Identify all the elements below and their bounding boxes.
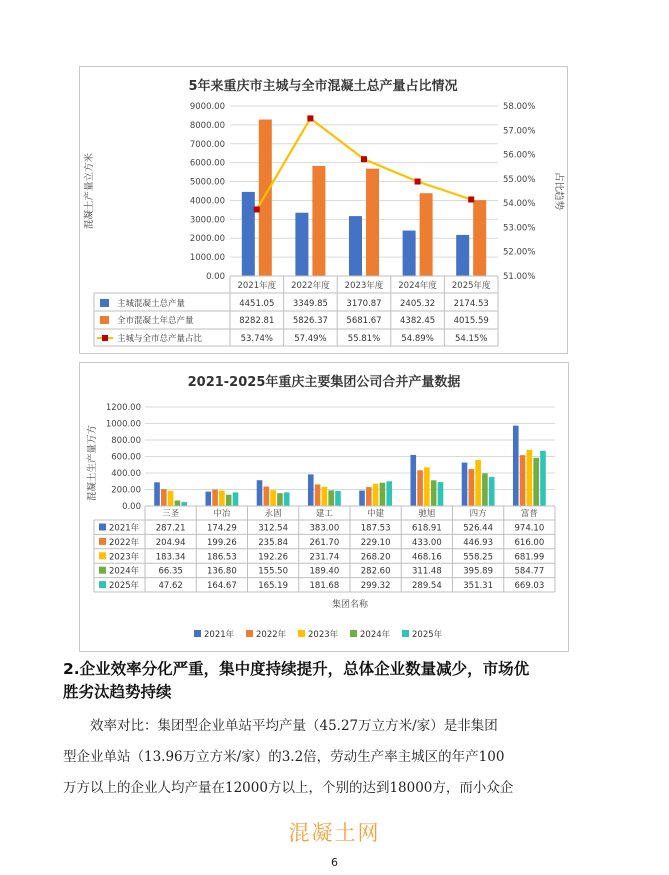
bar — [335, 491, 341, 506]
table-value: 174.29 — [207, 523, 237, 534]
table-value: 383.00 — [309, 523, 340, 534]
row-series-name: 2021年 — [109, 523, 140, 534]
bar — [295, 213, 308, 276]
table-value: 974.10 — [514, 523, 545, 534]
y-tick-label: 5000.00 — [189, 177, 225, 188]
y2-axis-label: 占比趋势 — [553, 171, 564, 211]
bar — [154, 482, 160, 506]
x-category-label: 2025年度 — [451, 281, 491, 291]
bar — [469, 469, 475, 506]
bar — [270, 490, 276, 506]
chart-title: 5年来重庆市主城与全市混凝土总产量占比情况 — [188, 79, 458, 94]
table-value: 351.31 — [463, 581, 493, 592]
legend-swatch — [99, 567, 106, 574]
bar — [520, 455, 526, 506]
legend-swatch — [246, 630, 253, 637]
bar — [420, 193, 433, 276]
site-watermark: 混凝土网 — [288, 821, 381, 845]
y-tick-label: 600.00 — [111, 452, 141, 463]
x-category-label: 驰旭 — [418, 509, 436, 519]
legend-swatch — [194, 630, 201, 637]
table-value: 261.70 — [309, 537, 340, 548]
bar — [328, 490, 334, 506]
share-trend-line — [257, 118, 471, 209]
legend-swatch — [298, 630, 305, 637]
share-marker — [415, 179, 421, 185]
share-marker — [307, 115, 313, 121]
y2-tick-label: 51.00% — [503, 272, 536, 282]
y-tick-label: 200.00 — [111, 485, 141, 496]
bar — [540, 451, 546, 506]
y-tick-label: 2000.00 — [189, 234, 225, 245]
page-number: 6 — [331, 856, 338, 869]
table-value: 186.53 — [207, 552, 237, 563]
legend-swatch — [100, 316, 109, 324]
y-tick-label: 0.00 — [206, 272, 225, 282]
table-value: 526.44 — [463, 523, 493, 534]
table-value: 136.80 — [207, 566, 237, 577]
bar — [462, 463, 468, 506]
x-category-label: 富普 — [520, 509, 538, 519]
table-value: 164.67 — [207, 581, 237, 592]
bar — [380, 483, 386, 506]
share-marker — [254, 206, 260, 212]
bar — [489, 477, 495, 506]
legend-series-name: 全市混凝土年总产量 — [117, 316, 194, 326]
table-value: 2405.32 — [400, 299, 436, 309]
bar — [219, 491, 225, 506]
table-value: 165.19 — [258, 581, 288, 592]
bar — [259, 120, 272, 276]
table-value: 53.74% — [240, 334, 274, 344]
table-value: 3170.87 — [346, 299, 382, 309]
table-value: 584.77 — [514, 566, 545, 577]
table-value: 189.40 — [309, 566, 340, 577]
y-axis-label: 混凝土生产量万方 — [87, 424, 98, 502]
bar — [168, 491, 174, 506]
legend-swatch — [402, 630, 409, 637]
bar — [233, 492, 239, 506]
y-tick-label: 6000.00 — [189, 158, 225, 169]
bar — [533, 458, 539, 506]
paragraph-line-3: 万方以上的企业人均产量在12000方以上，个别的达到18000方，而小众企 — [63, 780, 514, 796]
y-tick-label: 9000.00 — [189, 102, 225, 112]
table-value: 446.93 — [463, 537, 493, 548]
x-category-label: 2023年度 — [344, 281, 384, 291]
bar — [475, 460, 481, 506]
table-value: 4015.59 — [453, 316, 489, 326]
table-value: 618.91 — [412, 523, 442, 534]
table-value: 231.74 — [309, 552, 340, 563]
y-tick-label: 1200.00 — [105, 403, 141, 413]
y-tick-label: 4000.00 — [189, 196, 225, 207]
bar — [417, 470, 423, 506]
table-value: 433.00 — [412, 537, 442, 548]
row-series-name: 2023年 — [109, 552, 140, 563]
y-tick-label: 0.00 — [122, 502, 141, 512]
bar — [513, 426, 519, 506]
share-marker — [468, 197, 474, 203]
table-value: 183.34 — [155, 552, 186, 563]
table-value: 54.89% — [401, 334, 434, 344]
legend-series-name: 2023年 — [308, 630, 339, 640]
x-category-label: 永固 — [264, 509, 282, 519]
bar — [284, 492, 290, 506]
bar — [403, 231, 416, 276]
table-value: 199.26 — [207, 537, 237, 548]
table-value: 3349.85 — [292, 299, 328, 309]
y2-tick-label: 55.00% — [503, 174, 536, 185]
y-tick-label: 1000.00 — [189, 253, 225, 264]
table-value: 4451.05 — [239, 299, 275, 309]
table-value: 312.54 — [258, 523, 288, 534]
y2-tick-label: 54.00% — [503, 199, 536, 210]
bar — [366, 169, 379, 276]
table-value: 235.84 — [258, 537, 288, 548]
x-category-label: 2024年度 — [398, 281, 437, 291]
legend-swatch — [100, 299, 109, 307]
bar — [277, 493, 283, 506]
row-series-name: 2025年 — [109, 581, 140, 592]
bar — [456, 235, 469, 276]
y2-tick-label: 56.00% — [503, 150, 536, 161]
bar — [424, 467, 430, 506]
bar — [226, 495, 232, 506]
y-tick-label: 1000.00 — [105, 419, 141, 430]
section-heading-line-2: 胜劣汰趋势持续 — [63, 683, 172, 701]
legend-swatch — [99, 552, 106, 559]
bar — [264, 487, 270, 506]
table-value: 192.26 — [258, 552, 288, 563]
row-series-name: 2024年 — [109, 566, 140, 577]
legend-series-name: 2024年 — [360, 630, 391, 640]
legend-swatch — [99, 538, 106, 545]
bar — [322, 487, 328, 506]
table-value: 468.16 — [412, 552, 442, 563]
table-value: 5681.67 — [346, 316, 382, 326]
legend-series-name: 主城与全市总产量占比 — [117, 334, 203, 344]
x-category-label: 四方 — [469, 509, 487, 519]
bar — [473, 200, 486, 276]
table-value: 268.20 — [360, 552, 391, 563]
x-category-label: 中冶 — [213, 509, 231, 519]
x-category-label: 建工 — [315, 509, 333, 519]
table-value: 616.00 — [514, 537, 545, 548]
table-value: 204.94 — [155, 537, 186, 548]
bar — [161, 489, 167, 506]
bar — [366, 487, 372, 506]
table-value: 395.89 — [463, 566, 493, 577]
table-value: 181.68 — [309, 581, 340, 592]
bar — [410, 455, 416, 506]
table-value: 155.50 — [258, 566, 288, 577]
chart-group-output — [79, 362, 569, 652]
row-series-name: 2022年 — [109, 537, 140, 548]
table-value: 8282.81 — [239, 316, 275, 326]
bar — [527, 450, 533, 506]
table-value: 2174.53 — [453, 299, 489, 309]
bar — [482, 473, 488, 506]
bar — [181, 502, 187, 506]
section-heading — [63, 658, 623, 704]
bar — [386, 481, 392, 506]
table-value: 311.48 — [412, 566, 442, 577]
bar — [242, 192, 255, 276]
y2-tick-label: 57.00% — [503, 126, 536, 137]
bar — [308, 474, 314, 506]
y-axis-label: 混凝土产量立方米 — [84, 152, 95, 230]
table-value: 47.62 — [158, 581, 183, 592]
section-heading-line-1: 2.企业效率分化严重，集中度持续提升，总体企业数量减少，市场优 — [63, 660, 530, 678]
bar — [438, 482, 444, 506]
table-value: 558.25 — [463, 552, 493, 563]
table-value: 289.54 — [412, 581, 442, 592]
y-tick-label: 400.00 — [111, 469, 141, 479]
chart-title: 2021-2025年重庆主要集团公司合并产量数据 — [187, 375, 461, 390]
table-value: 287.21 — [155, 523, 186, 534]
legend-series-name: 2022年 — [256, 630, 287, 640]
table-value: 669.03 — [514, 581, 545, 592]
legend-swatch — [102, 335, 108, 341]
bar — [359, 491, 365, 506]
bar — [315, 484, 321, 506]
table-value: 66.35 — [158, 566, 183, 577]
y-tick-label: 800.00 — [111, 436, 141, 446]
table-value: 5826.37 — [292, 316, 328, 326]
y-tick-label: 3000.00 — [189, 215, 225, 226]
x-category-label: 中建 — [367, 509, 385, 519]
table-value: 57.49% — [294, 334, 327, 344]
bar — [205, 492, 211, 506]
legend-swatch — [350, 630, 357, 637]
legend-series-name: 2025年 — [412, 630, 443, 640]
table-value: 299.32 — [360, 581, 391, 592]
table-value: 282.60 — [360, 566, 391, 577]
bar — [373, 484, 379, 506]
y2-tick-label: 52.00% — [503, 247, 536, 258]
x-axis-label: 集团名称 — [331, 600, 369, 610]
x-category-label: 三圣 — [162, 509, 180, 519]
x-category-label: 2021年度 — [237, 281, 277, 291]
legend-swatch — [99, 524, 106, 531]
paragraph-line-1: 效率对比：集团型企业单站平均产量（45.27万立方米/家）是非集团 — [63, 718, 498, 734]
chart-total-output-share — [79, 66, 568, 354]
bar — [431, 480, 437, 506]
table-value: 229.10 — [360, 537, 391, 548]
table-value: 55.81% — [347, 334, 381, 344]
table-value: 187.53 — [360, 523, 391, 534]
bar — [212, 490, 218, 506]
legend-series-name: 2021年 — [204, 630, 235, 640]
y2-tick-label: 53.00% — [503, 223, 536, 234]
legend-series-name: 主城混凝土总产量 — [117, 299, 186, 309]
bar — [312, 166, 325, 276]
bar — [175, 501, 181, 506]
paragraph-line-2: 型企业单站（13.96万立方米/家）的3.2倍，劳动生产率主城区的年产100 — [63, 749, 505, 765]
table-value: 54.15% — [454, 334, 488, 344]
x-category-label: 2022年度 — [291, 281, 330, 291]
share-marker — [361, 156, 367, 162]
y-tick-label: 7000.00 — [189, 139, 225, 150]
y2-tick-label: 58.00% — [503, 102, 536, 112]
bar — [349, 216, 362, 276]
table-value: 681.99 — [514, 552, 545, 563]
table-value: 4382.45 — [400, 316, 436, 326]
chart-1-svg — [80, 67, 567, 353]
legend-swatch — [99, 581, 106, 588]
y-tick-label: 8000.00 — [189, 120, 225, 131]
chart-2-svg — [80, 363, 568, 651]
bar — [257, 480, 263, 506]
